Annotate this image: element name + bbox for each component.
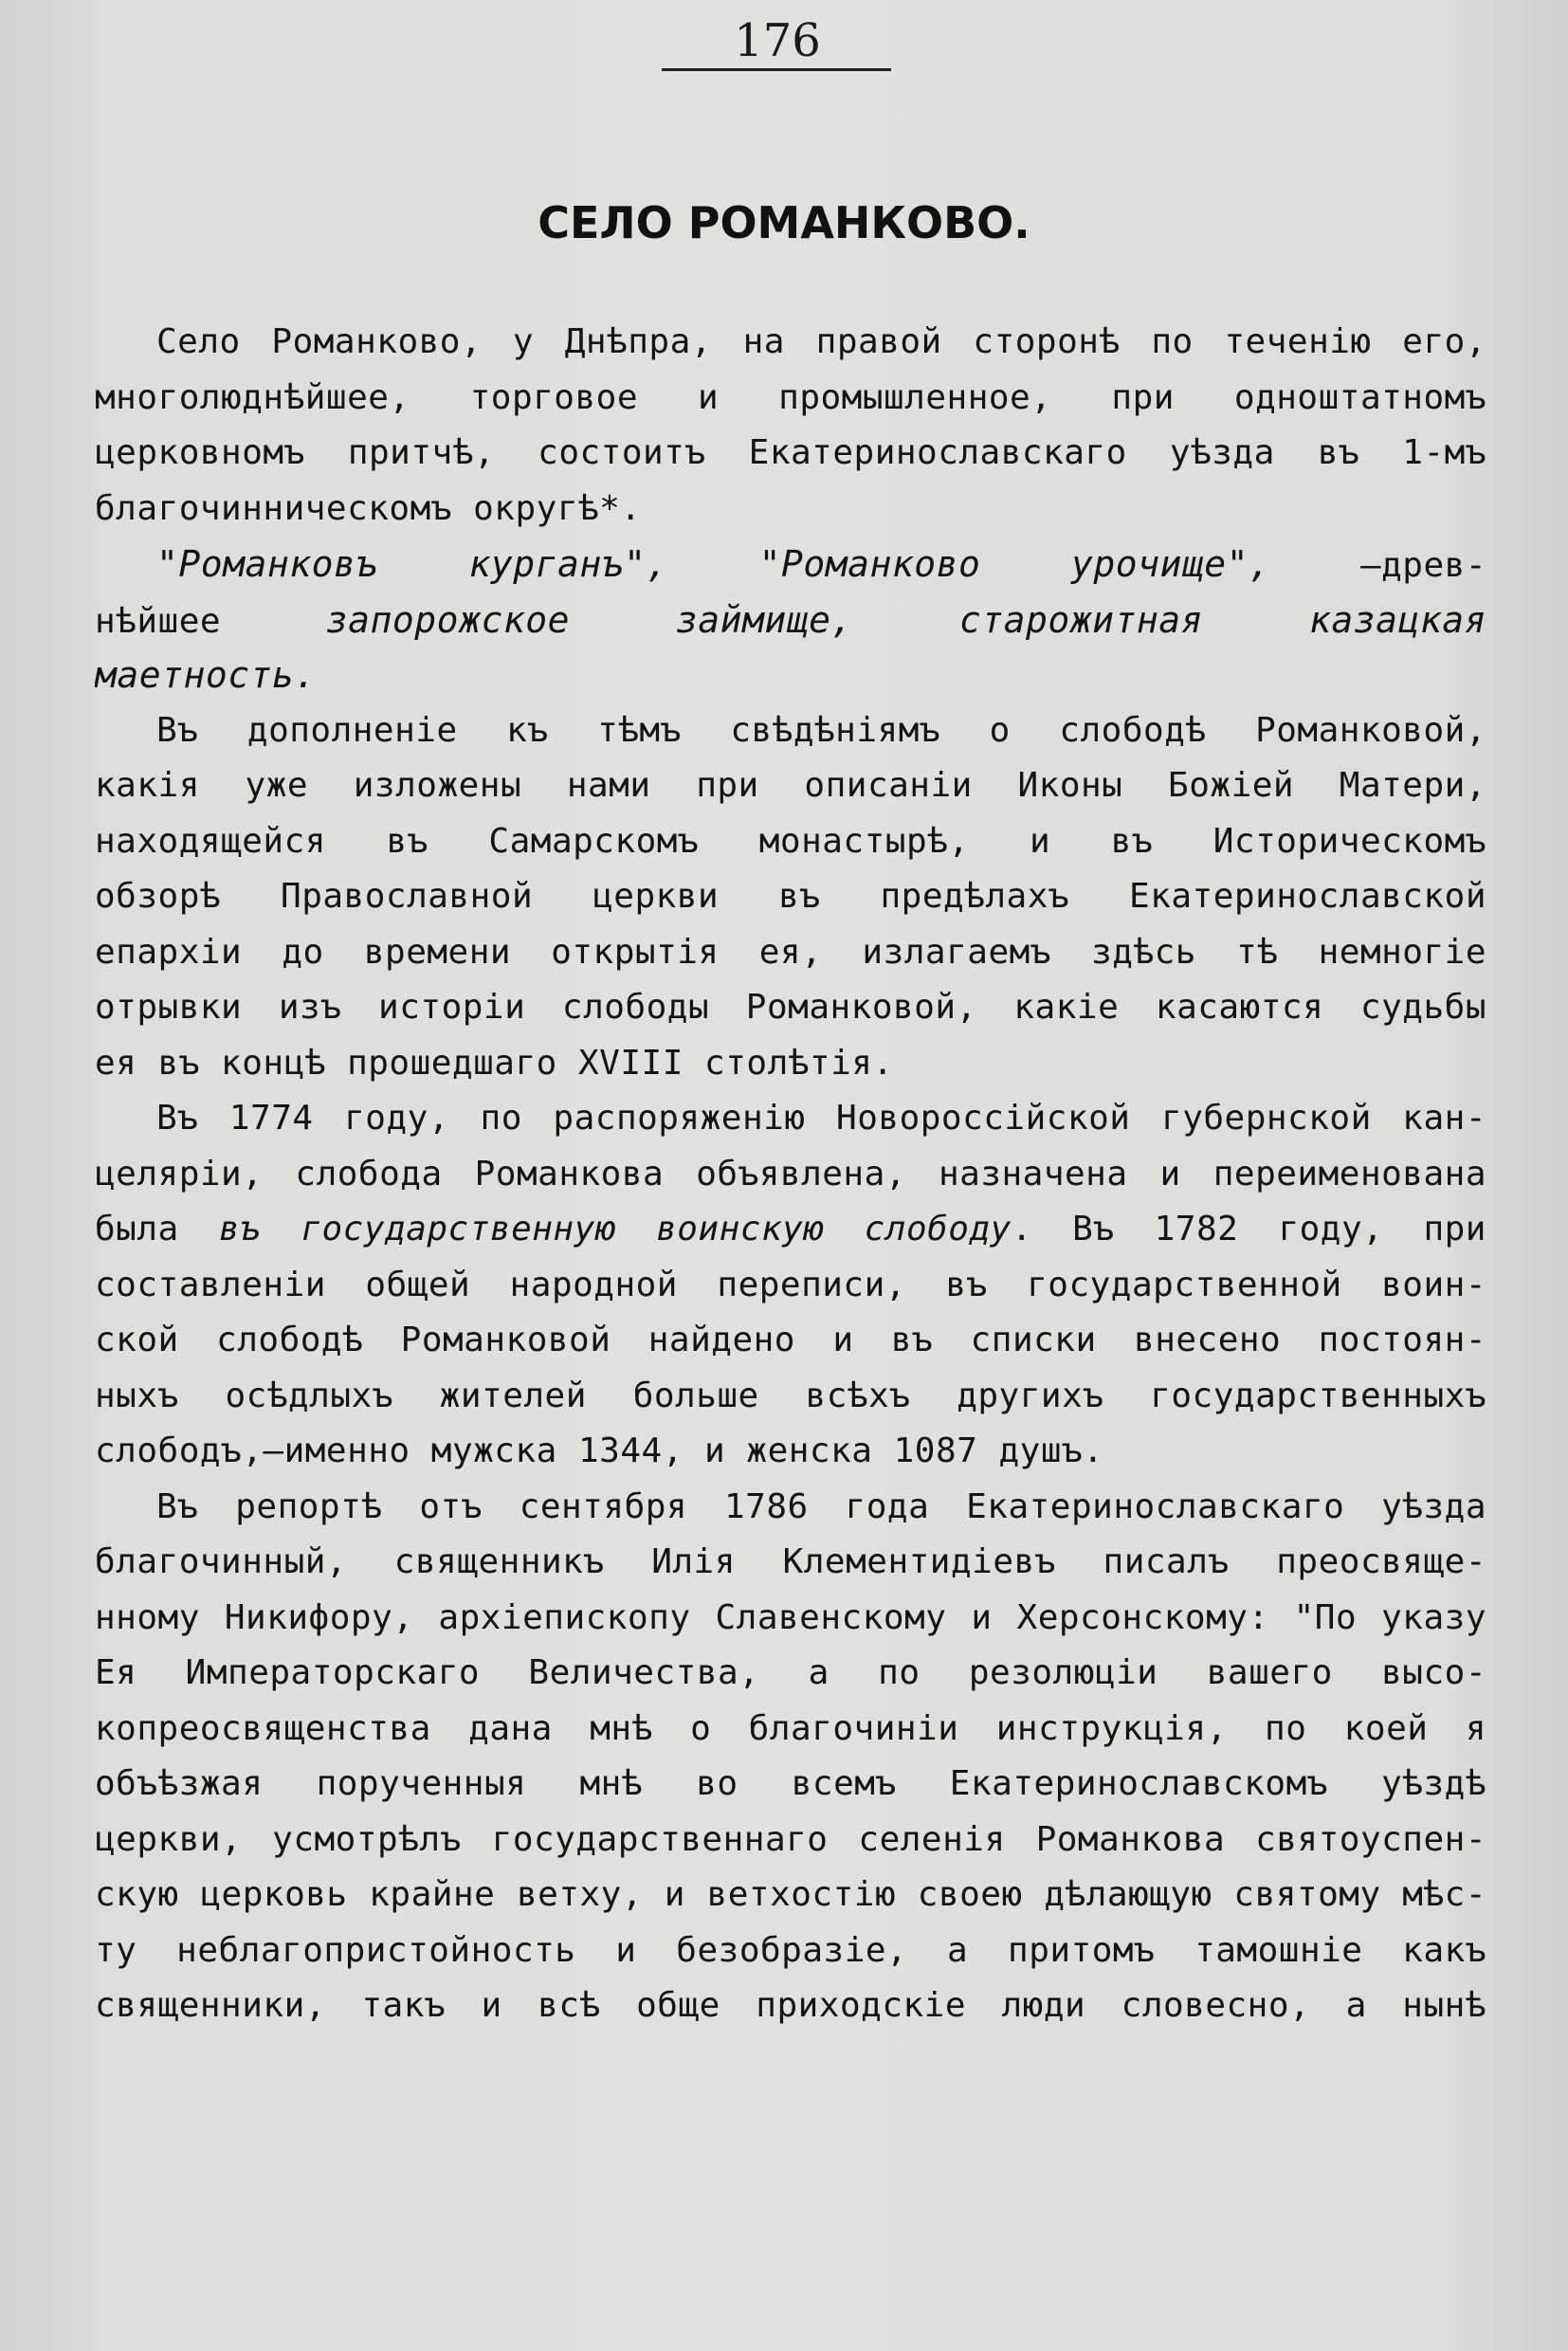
text-fragment: . Въ 1782 году, при	[1011, 1210, 1486, 1248]
italic-phrase: маетность.	[95, 654, 317, 696]
text-line: целяріи, слобода Романкова объявлена, назначена и переименована	[95, 1154, 1486, 1194]
text-line: объѣзжая порученныя мнѣ во всемъ Екатеринославскомъ уѣздѣ	[95, 1764, 1486, 1803]
page-number: 176	[734, 14, 821, 67]
text-line: составленіи общей народной переписи, въ государственной воин-	[95, 1265, 1486, 1304]
italic-phrase: "Романковъ курганъ", "Романково урочище",	[156, 543, 1271, 585]
text-fragment: —древ-	[1359, 546, 1486, 585]
text-line: церкви, усмотрѣлъ государственнаго селенія Романкова святоуспен-	[95, 1819, 1486, 1859]
text-line: отрывки изъ исторіи слободы Романковой, какіе касаются судьбы	[95, 988, 1486, 1027]
text-line: Село Романково, у Днѣпра, на правой сторонѣ по теченію его,	[156, 322, 1486, 361]
italic-phrase: въ государственную воинскую слободу	[218, 1210, 1012, 1248]
text-line	[95, 1202, 1486, 1258]
text-line: находящейся въ Самарскомъ монастырѣ, и въ Историческомъ	[95, 821, 1486, 861]
text-line: слободъ,—именно мужска 1344, и женска 1087 душъ.	[95, 1431, 1104, 1470]
text-line: Въ репортѣ отъ сентября 1786 года Екатеринославскаго уѣзда	[156, 1486, 1486, 1526]
text-line	[95, 592, 1486, 648]
text-line: скую церковь крайне ветху, и ветхостію своею дѣлающую святому мѣс-	[95, 1875, 1486, 1914]
text-line: какія уже изложены нами при описаніи Иконы Божіей Матери,	[95, 766, 1486, 805]
text-line: священники, такъ и всѣ обще приходскіе люди словесно, а нынѣ	[95, 1986, 1486, 2025]
italic-phrase: запорожское займище, старожитная казацкая	[325, 598, 1486, 641]
text-line: копреосвященства дана мнѣ о благочиніи инструкція, по коей я	[95, 1708, 1486, 1748]
text-line: ея въ концѣ прошедшаго XVIII столѣтія.	[95, 1043, 894, 1083]
text-line: нному Никифору, архіепископу Славенскому и Херсонскому: "По указу	[95, 1597, 1486, 1637]
text-line: Ея Императорскаго Величества, а по резолюціи вашего высо-	[95, 1653, 1486, 1692]
text-line: Въ 1774 году, по распоряженію Новороссійской губернской кан-	[156, 1099, 1486, 1138]
text-fragment: нѣйшее	[95, 601, 222, 641]
text-line: ту неблагопристойность и безобразіе, а притомъ тамошніе какъ	[95, 1930, 1486, 1970]
text-line	[95, 647, 1486, 703]
text-line: благочинническомъ округѣ*.	[95, 488, 642, 528]
text-line: многолюднѣйшее, торговое и промышленное, при одноштатномъ	[95, 377, 1486, 417]
text-line	[95, 537, 1486, 592]
body-text	[95, 315, 1486, 2034]
text-line: Въ дополненіе къ тѣмъ свѣдѣніямъ о слободѣ Романковой,	[156, 710, 1486, 750]
text-line: благочинный, священникъ Илія Клементидіевъ писалъ преосвяще-	[95, 1542, 1486, 1581]
text-line: обзорѣ Православной церкви въ предѣлахъ Екатеринославской	[95, 877, 1486, 916]
text-line: ской слободѣ Романковой найдено и въ списки внесено постоян-	[95, 1321, 1486, 1359]
text-line: ныхъ осѣдлыхъ жителей больше всѣхъ другихъ государственныхъ	[95, 1376, 1486, 1415]
text-line: церковномъ притчѣ, состоитъ Екатеринославскаго уѣзда въ 1-мъ	[95, 433, 1486, 472]
text-line: епархіи до времени открытія ея, излагаемъ здѣсь тѣ немногіе	[95, 932, 1486, 972]
page-number-rule	[662, 68, 891, 71]
section-title: СЕЛО РОМАНКОВО.	[538, 197, 1030, 248]
text-fragment: была	[95, 1210, 179, 1248]
